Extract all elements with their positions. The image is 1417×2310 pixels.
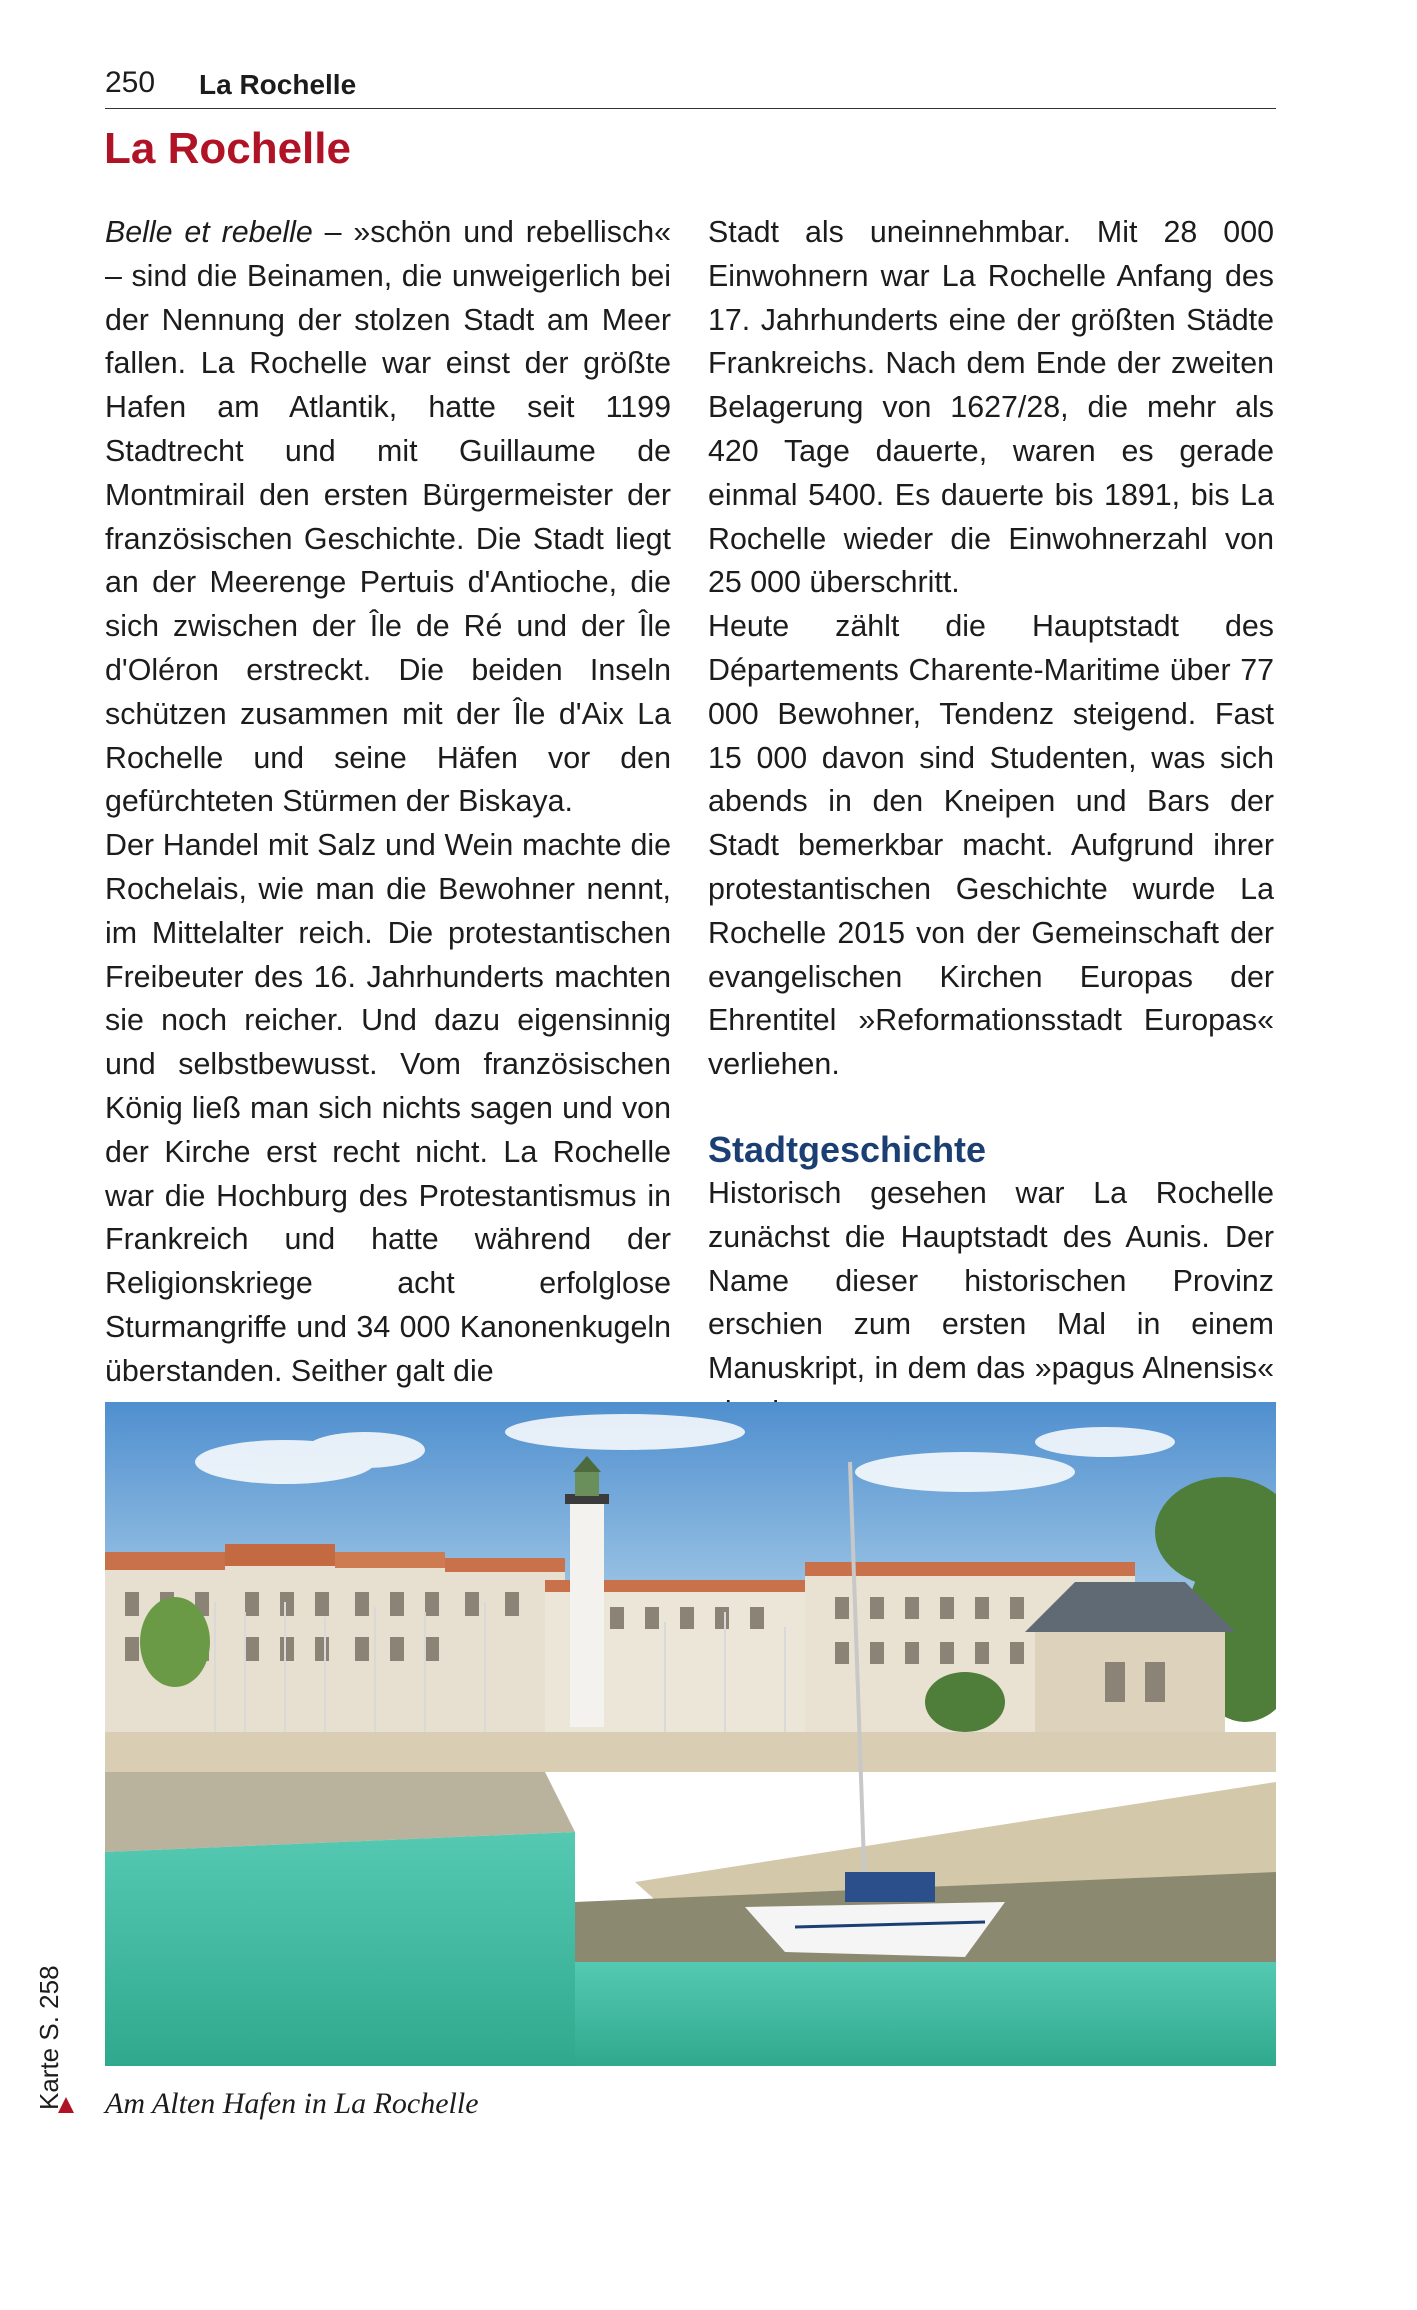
section-heading-stadtgeschichte: Stadtgeschichte: [708, 1128, 987, 1170]
intro-italic: Belle et rebelle: [105, 215, 313, 249]
lighthouse: [565, 1456, 609, 1727]
today-paragraph: Heute zählt die Hauptstadt des Départements Charente-Maritime über 77 000 Bewohner, Tendenz steigend. Fast 15 000 davon sind Studenten, was sich abends in den Kneipen und Bars der Stadt bemerkbar macht. Aufgrund ihrer protestantischen Geschichte wurde La Rochelle 2015 von der Gemeinschaft der evangelischen Kirchen Europas der Ehrentitel »Reformationsstadt Europas« verliehen.: [708, 609, 1274, 1082]
harbour-photo: [105, 1402, 1276, 2066]
running-title: La Rochelle: [199, 69, 357, 100]
quay-back: [105, 1732, 1276, 1772]
right-column: [708, 211, 1274, 1435]
side-reference[interactable]: [34, 1965, 74, 2310]
left-column: [105, 211, 671, 1394]
population-paragraph: Stadt als uneinnehmbar. Mit 28 000 Einwohnern war La Rochelle Anfang des 17. Jahrhunderts eine der größten Städte Frankreichs. Nach dem Ende der zweiten Belagerung von 1627/28, die mehr als 420 Tage dauerte, waren es gerade einmal 5400. Es dauerte bis 1891, bis La Rochelle wieder die Einwohnerzahl von 25 000 überschritt.: [708, 215, 1274, 600]
water: [105, 1832, 575, 2066]
intro-paragraph-text: – »schön und rebellisch« – sind die Beinamen, die unweigerlich bei der Nennung der stolzen Stadt am Meer fallen. La Rochelle war einst der größte Hafen am Atlantik, hatte seit 1199 Stadtrecht und mit Guillaume de Montmirail den ersten Bürgermeister der französischen Geschichte. Die Stadt liegt an der Meerenge Pertuis d'Antioche, die sich zwischen der Île de Ré und der Île d'Oléron erstreckt. Die beiden Inseln schützen zusammen mit der Île d'Aix La Rochelle und seine Häfen vor den gefürchteten Stürmen der Biskaya.: [105, 215, 671, 819]
page-number: 250: [105, 66, 156, 99]
stadtgeschichte-paragraph: Historisch gesehen war La Rochelle zunächst die Hauptstadt des Aunis. Der Name dieser historischen Provinz erschien zum ersten Mal in einem Manuskript, in dem das »pagus Alnensis«: [708, 1175, 1274, 1386]
side-reference-label: Karte S. 258: [34, 1965, 64, 2110]
history-trade-paragraph: Der Handel mit Salz und Wein machte die Rochelais, wie man die Bewohner nennt, im Mittelalter reich. Die protestantischen Freibeuter des 16. Jahrhunderts machten sie noch reicher. Und dazu eigensinnig und selbstbewusst. Vom französischen König ließ man sich nichts sagen und von der Kirche erst recht nicht. La Rochelle war die Hochburg des Protestantismus in Frankreich und hatte während der Religionskriege acht erfolglose Sturmangriffe und 34 000 Kanonenkugeln überstanden. Seither galt die: [105, 828, 671, 1388]
photo-caption: Am Alten Hafen in La Rochelle: [105, 2087, 479, 2120]
water-front: [575, 1962, 1276, 2066]
intro-paragraph: [105, 211, 671, 824]
pavilion: [1025, 1582, 1235, 1752]
chapter-title: La Rochelle: [104, 124, 351, 173]
running-header: [105, 66, 1276, 109]
